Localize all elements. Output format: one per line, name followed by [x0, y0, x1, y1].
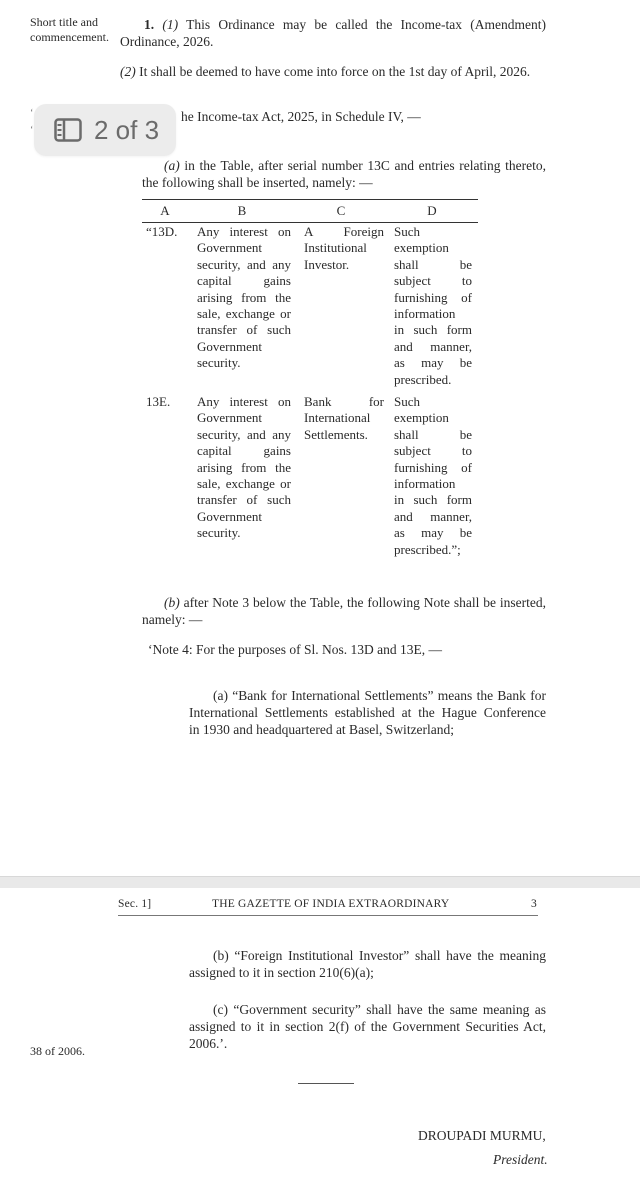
- cell-d-line: shall be: [394, 256, 472, 272]
- cell-b-line: Government: [197, 410, 262, 426]
- cell-b-line: capital gains: [197, 273, 291, 289]
- cell-b-line: transfer of such: [197, 492, 291, 508]
- cell-d-line: and manner,: [394, 338, 472, 354]
- note-line: (b) “Foreign Institutional Investor” shall have the meaning: [213, 948, 546, 963]
- running-header-section: Sec. 1]: [118, 898, 152, 910]
- clause-b: [142, 594, 546, 628]
- section-text: Ordinance, 2026.: [120, 34, 214, 49]
- cell-d-line: subject to: [394, 443, 472, 459]
- note-4-item-a: [189, 687, 546, 738]
- section-text: It shall be deemed to have come into force on the 1st day of April, 2026.: [139, 64, 531, 79]
- cell-d-line: shall be: [394, 426, 472, 442]
- cell-serial-number: 13E.: [146, 394, 171, 409]
- section-2-text: he Income-tax Act, 2025, in Schedule IV, —: [181, 109, 421, 124]
- cell-d-line: information: [394, 306, 456, 321]
- cell-d-line: in such form: [394, 492, 472, 508]
- section-text: This Ordinance may be called the Income-tax (Amendment): [186, 17, 547, 32]
- cell-d-line: subject to: [394, 273, 472, 289]
- note-line: assigned to it in section 210(6)(a);: [189, 965, 374, 980]
- cell-b-line: arising from the: [197, 459, 291, 475]
- column-header-c: C: [336, 203, 346, 218]
- signatory-name: DROUPADI MURMU,: [418, 1128, 546, 1143]
- book-pages-icon: [54, 118, 82, 142]
- page-counter-text: 2 of 3: [94, 115, 160, 145]
- cell-serial-number: “13D.: [146, 224, 178, 239]
- cell-d-line: furnishing of: [394, 459, 472, 475]
- cell-d-line: as may be: [394, 525, 472, 541]
- cell-b-line: transfer of such: [197, 322, 291, 338]
- margin-note-act-reference: 38 of 2006.: [30, 1044, 85, 1058]
- margin-note-line: Short title and: [30, 15, 98, 29]
- margin-mark: ‘: [30, 108, 34, 119]
- cell-b-line: security, and any: [197, 256, 291, 272]
- sub-section-label: (2): [120, 64, 136, 79]
- column-header-b: B: [237, 203, 247, 218]
- cell-c-line: Investor.: [304, 256, 350, 272]
- cell-b-line: sale, exchange or: [197, 306, 291, 321]
- cell-d-line: and manner,: [394, 508, 472, 524]
- cell-d-line: prescribed.: [394, 371, 452, 387]
- running-header-page-number: 3: [531, 898, 537, 910]
- clause-text: in the Table, after serial number 13C and entries relating thereto,: [184, 158, 547, 173]
- section-1-sub-2: [120, 63, 546, 80]
- cell-b-line: Any interest on: [197, 394, 291, 409]
- column-header-d: D: [427, 203, 437, 218]
- cell-d-line: exemption: [394, 410, 449, 426]
- cell-b-line: Government: [197, 240, 262, 256]
- page-counter-badge[interactable]: [34, 104, 176, 156]
- note-4-heading: ‘Note 4: For the purposes of Sl. Nos. 13D and 13E, —: [148, 642, 442, 657]
- signatory-designation: President.: [493, 1152, 548, 1167]
- clause-label: (a): [164, 158, 180, 173]
- note-line: 2006.’.: [189, 1036, 228, 1051]
- cell-b-line: security.: [197, 525, 241, 541]
- clause-text: namely: —: [142, 612, 203, 627]
- margin-mark: ‘: [30, 125, 34, 136]
- cell-c-line: Institutional: [304, 240, 367, 256]
- cell-b-line: Government: [197, 508, 262, 524]
- cell-b-line: capital gains: [197, 443, 291, 459]
- clause-text: after Note 3 below the Table, the following Note shall be inserted,: [183, 595, 547, 610]
- note-line: (a) “Bank for International Settlements” means the Bank for: [213, 688, 546, 703]
- cell-d-line: exemption: [394, 240, 449, 256]
- column-header-a: A: [160, 203, 170, 218]
- note-line: in 1930 and headquartered at Basel, Switzerland;: [189, 722, 455, 737]
- sub-section-label: (1): [162, 17, 179, 32]
- cell-b-line: security, and any: [197, 426, 291, 442]
- cell-d-line: Such: [394, 224, 420, 239]
- running-header-title: THE GAZETTE OF INDIA EXTRAORDINARY: [212, 898, 450, 910]
- cell-d-line: furnishing of: [394, 289, 472, 305]
- margin-note-line: commencement.: [30, 30, 109, 44]
- cell-c-line: A Foreign: [304, 224, 384, 239]
- cell-b-line: Government: [197, 338, 262, 354]
- cell-d-line: Such: [394, 394, 420, 409]
- cell-b-line: arising from the: [197, 289, 291, 305]
- cell-c-line: Settlements.: [304, 426, 368, 442]
- note-line: International Settlements established at the Hague Conference: [189, 705, 546, 720]
- cell-d-line: information: [394, 476, 456, 491]
- note-4-item-b: [189, 947, 546, 981]
- clause-a: [142, 157, 546, 191]
- section-1-sub-1: [120, 16, 546, 50]
- margin-note-short-title: [30, 15, 109, 45]
- section-number: 1.: [144, 17, 155, 32]
- cell-b-line: Any interest on: [197, 224, 291, 239]
- note-4-item-c: [189, 1001, 546, 1052]
- cell-b-line: sale, exchange or: [197, 476, 291, 491]
- cell-d-line: in such form: [394, 322, 472, 338]
- table-header: [142, 199, 478, 223]
- cell-d-line: as may be: [394, 355, 472, 371]
- cell-c-line: International: [304, 410, 371, 426]
- running-header-rule: [118, 915, 538, 916]
- cell-d-line: prescribed.”;: [394, 541, 461, 557]
- cell-b-line: security.: [197, 355, 241, 371]
- end-rule: [298, 1083, 354, 1084]
- clause-label: (b): [164, 595, 180, 610]
- clause-text: the following shall be inserted, namely: —: [142, 175, 373, 190]
- note-line: assigned to it in section 2(f) of the Government Securities Act,: [189, 1019, 546, 1034]
- note-line: (c) “Government security” shall have the same meaning as: [213, 1002, 546, 1017]
- cell-c-line: Bank for: [304, 394, 384, 409]
